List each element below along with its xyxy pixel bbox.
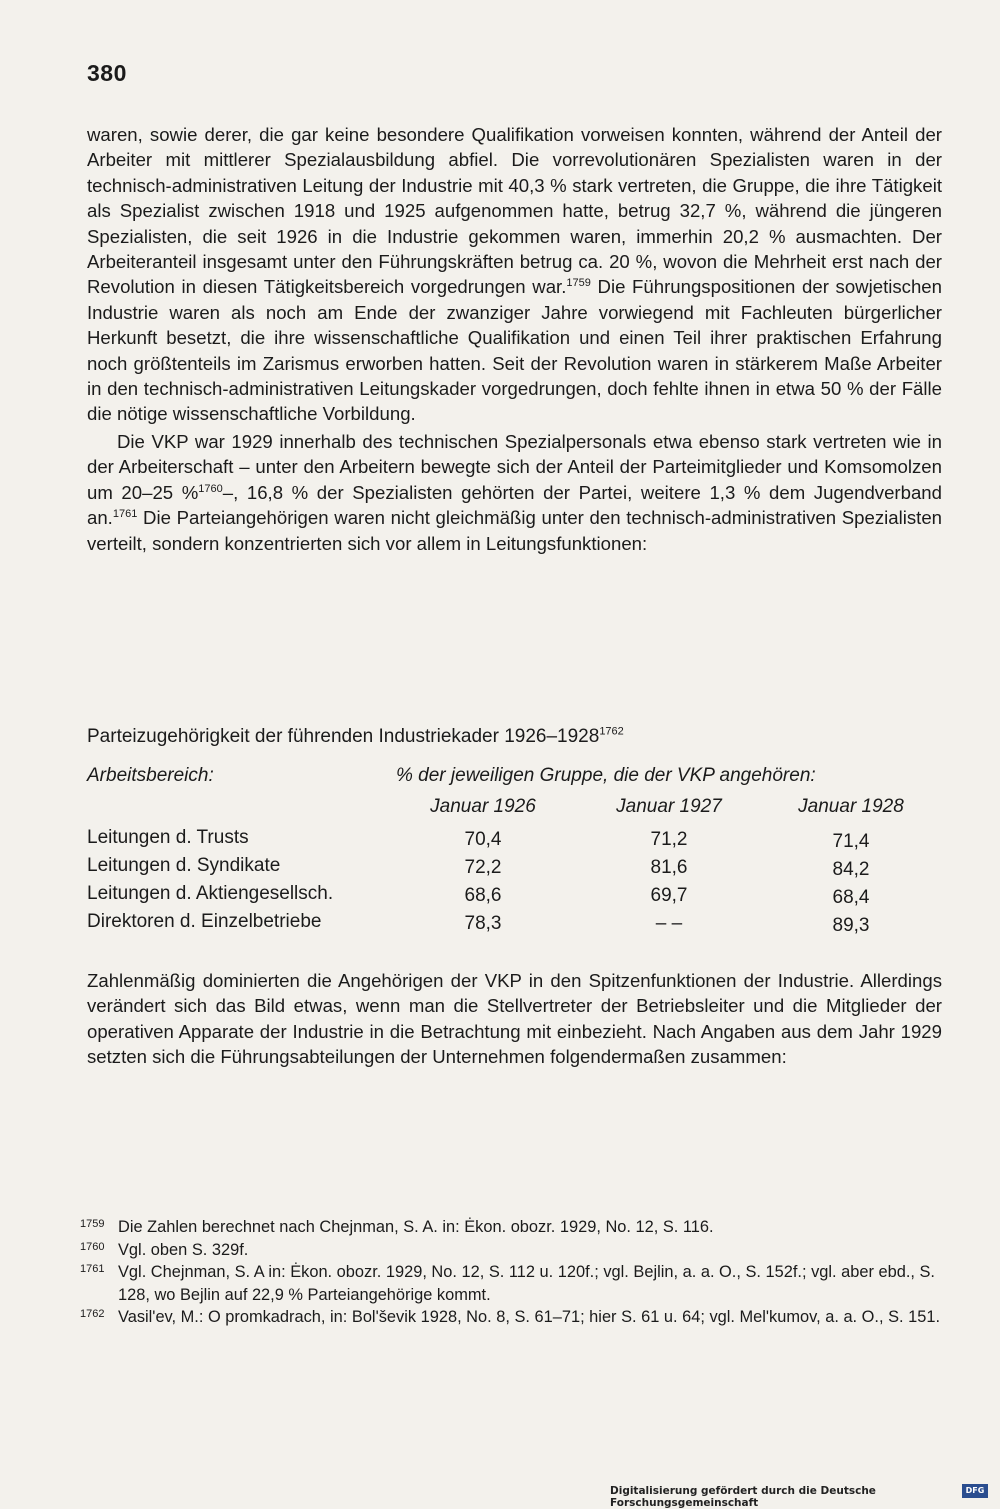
footnote-number: 1762 bbox=[80, 1308, 105, 1321]
footnote-ref-1759: 1759 bbox=[566, 277, 591, 290]
table-title-text: Parteizugehörigkeit der führenden Industriekader 1926–1928 bbox=[87, 726, 600, 747]
dfg-logo: DFG bbox=[962, 1484, 988, 1498]
paragraph-1 bbox=[87, 122, 942, 427]
table-cell: 72,2 bbox=[464, 857, 502, 878]
footnote-ref-1761: 1761 bbox=[112, 507, 138, 520]
row-label: Leitungen d. Syndikate bbox=[87, 855, 281, 876]
column-header-1927: Januar 1927 bbox=[616, 796, 722, 817]
table-cell: 89,3 bbox=[832, 915, 870, 936]
digitization-credit: Digitalisierung gefördert durch die Deutsche Forschungsgemeinschaft bbox=[610, 1485, 876, 1509]
footnote-text: Vasil'ev, M.: O promkadrach, in: Bol'ševik 1928, No. 8, S. 61–71; hier S. 61 u. 64; vgl. Mel'kumov, a. a. O., S. 151. bbox=[118, 1308, 941, 1327]
footnote-text: Die Zahlen berechnet nach Chejnman, S. A. in: Ėkon. obozr. 1929, No. 12, S. 116. bbox=[118, 1218, 714, 1236]
row-label: Leitungen d. Aktiengesellsch. bbox=[87, 883, 334, 904]
table-cell: 68,6 bbox=[464, 885, 502, 906]
footnote-ref-1760: 1760 bbox=[198, 482, 223, 495]
column-header-1926: Januar 1926 bbox=[430, 796, 536, 817]
paragraph-2-text-c: Die Parteiangehörigen waren nicht gleichmäßig unter den technisch-administrativen Spezialisten verteilt, sondern konzentrierten sich vor allem in Leitungsfunktionen: bbox=[87, 507, 942, 554]
paragraph-after-table: Zahlenmäßig dominierten die Angehörigen der VKP in den Spitzenfunktionen der Industrie. Allerdings verändert sich das Bild etwas, wenn man die Stellvertreter der Betriebsleiter und die Mitglieder der operativen Apparate der Industrie in die Betrachtung mit einbezieht. Nach Angaben aus dem Jahr 1929 setzten sich die Führungsabteilungen der Unternehmen folgendermaßen zusammen: bbox=[87, 970, 942, 1068]
footnote bbox=[80, 1216, 942, 1239]
table-cell: 71,2 bbox=[650, 829, 688, 850]
row-label: Direktoren d. Einzelbetriebe bbox=[87, 911, 322, 932]
column-header-1928: Januar 1928 bbox=[798, 796, 904, 817]
table-label-header: Arbeitsbereich: bbox=[87, 765, 214, 786]
page-number: 380 bbox=[87, 60, 127, 86]
footnote-number: 1761 bbox=[80, 1263, 105, 1276]
table-cell: 69,7 bbox=[650, 885, 688, 906]
paragraph-1-rest: Die Führungspositionen der sowjetischen Industrie waren als noch am Ende der zwanziger Jahre vorwiegend mit Fachleuten bürgerlicher Herkunft besetzt, die ihre wissenschaftliche Qualifikation und einen Teil ihrer praktischen Erfahrung noch größtenteils im Zarismus erworben hatten. Seit der Revolution waren in stärkerem Maße Arbeiter in den technisch-administrativen Leitungskader vorgedrungen, doch fehlte ihnen in etwa 50 % der Fälle die nötige wissenschaftliche Vorbildung. bbox=[87, 276, 942, 425]
footnote-text: Vgl. oben S. 329f. bbox=[118, 1240, 249, 1259]
table-cell: 71,4 bbox=[832, 831, 870, 852]
paragraph-2-text-b: –, 16,8 % der Spezialisten gehörten der Partei, weitere 1,3 % dem Jugendverband an. bbox=[87, 481, 942, 529]
table-cell: 68,4 bbox=[832, 887, 870, 908]
table-cell: 84,2 bbox=[832, 859, 870, 880]
table-group-header: % der jeweiligen Gruppe, die der VKP angehören: bbox=[396, 765, 816, 786]
footnotes bbox=[80, 1216, 942, 1329]
paragraph-2 bbox=[87, 429, 942, 556]
footnote-number: 1760 bbox=[80, 1240, 105, 1253]
table-cell: 78,3 bbox=[464, 913, 502, 934]
paragraph-1-text: waren, sowie derer, die gar keine besondere Qualifikation vorweisen konnten, während der Anteil der Arbeiter mit mittlerer Spezialausbildung abfiel. Die vorrevolutionären Spezialisten waren in der technisch-administrativen Leitung der Industrie mit 40,3 % stark vertreten, die Gruppe, die ihre Tätigkeit als Spezialist zwischen 1918 und 1925 aufgenommen hatte, betrug 32,7 %, während die jüngeren Spezialisten, die seit 1926 in die Industrie gekommen waren, immerhin 20,2 % ausmachten. Der Arbeiteranteil insgesamt unter den Führungskräften betrug ca. 20 %, wovon die Mehrheit erst nach der Revolution in diesen Tätigkeitsbereich vorgedrungen war. bbox=[87, 124, 942, 298]
footnote-text: Vgl. Chejnman, S. A in: Ėkon. obozr. 1929, No. 12, S. 112 u. 120f.; vgl. Bejlin, a. a. O., S. 152f.; vgl. aber ebd., S. 128, wo Bejlin auf 22,9 % Parteiangehörige kommt. bbox=[118, 1263, 935, 1304]
paragraph-2-text-a: Die VKP war 1929 innerhalb des technischen Spezialpersonals etwa ebenso stark vertreten wie in der Arbeiterschaft – unter den Arbeitern bewegte sich der Anteil der Parteimitglieder und Komsomolzen um 20–25 % bbox=[87, 430, 942, 503]
footnote bbox=[80, 1239, 942, 1262]
footnote bbox=[80, 1261, 942, 1306]
table-cell: 81,6 bbox=[650, 857, 688, 878]
footnote-ref-1762: 1762 bbox=[599, 725, 624, 738]
footnote bbox=[80, 1306, 942, 1329]
table-cell: – – bbox=[655, 913, 683, 934]
row-label: Leitungen d. Trusts bbox=[87, 827, 249, 848]
body-text bbox=[87, 122, 942, 556]
table-title bbox=[87, 726, 624, 748]
table-cell: 70,4 bbox=[464, 829, 502, 850]
footnote-number: 1759 bbox=[80, 1218, 105, 1230]
